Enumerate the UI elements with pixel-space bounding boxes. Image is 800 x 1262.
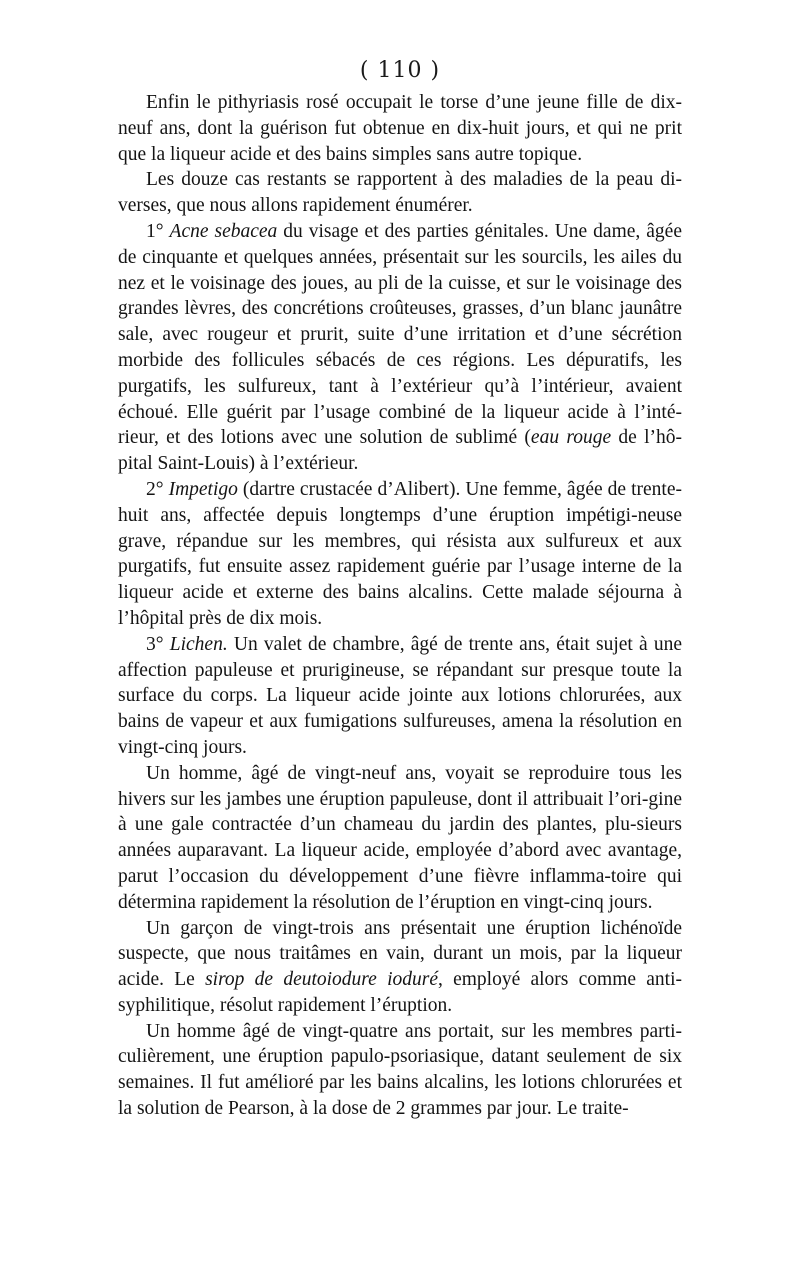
text-run: Un garçon de vingt-trois ans présentait une éruption lichénoïde suspecte, que nous traitâmes en vain, durant un mois, par la liqueur acide. Le: [118, 917, 682, 991]
text-run: Un valet de chambre, âgé de trente ans, était sujet à une affection papuleuse et prurigineuse, se répandant sur presque toute la surface du corps. La liqueur acide jointe aux lotions chlorurées, aux bains de vapeur et aux fumigations sulfureuses, amena la résolution en vingt-cinq jours.: [118, 633, 682, 758]
italic-term: eau rouge: [530, 427, 612, 449]
text-run: du visage et des parties génitales. Une dame, âgée de cinquante et quelques années, présentait sur les sourcils, les ailes du nez et le voisinage des joues, au pli de la cuisse, et sur le voisinage des grandes lèvres, des concrétions croûteuses, grasses, d’un blanc jaunâtre sale, avec rougeur et prurit, suite d’une irritation et d’une sécrétion morbide des follicules sébacés de ces régions. Les dépuratifs, les purgatifs, les sulfureux, tant à l’extérieur qu’à l’intérieur, avaient échoué. Elle guérit par l’usage combiné de la liqueur acide à l’inté-rieur, et des lotions avec une solution de sublimé (: [118, 220, 682, 449]
paragraph: [118, 1019, 682, 1122]
text-run: 1°: [146, 220, 170, 242]
text-run: 2°: [146, 478, 169, 500]
text-run: Un homme, âgé de vingt-neuf ans, voyait se reproduire tous les hivers sur les jambes une éruption papuleuse, dont il attribuait l’ori-gine à une gale contractée d’un chameau du jardin des plantes, plu-sieurs années auparavant. La liqueur acide, employée d’abord avec avantage, parut l’occasion du développement d’une fièvre inflamma-toire qui détermina rapidement la résolution de l’éruption en vingt-cinq jours.: [118, 762, 682, 913]
body-text: [118, 90, 682, 1122]
text-run: Un homme âgé de vingt-quatre ans portait, sur les membres parti-culièrement, une éruption papulo-psoriasique, datant seulement de six semaines. Il fut amélioré par les bains alcalins, les lotions chlorurées et la solution de Pearson, à la dose de 2 grammes par jour. Le traite-: [118, 1020, 682, 1120]
paragraph: [118, 219, 682, 477]
paragraph: [118, 761, 682, 916]
text-run: Enfin le pithyriasis rosé occupait le torse d’une jeune fille de dix-neuf ans, dont la guérison fut obtenue en dix-huit jours, et qui ne prit que la liqueur acide et des bains simples sans autre topique.: [118, 92, 682, 165]
italic-term: sirop de deutoiodure ioduré: [205, 969, 438, 991]
paragraph: [118, 632, 682, 761]
paragraph: [118, 90, 682, 167]
page-number: ( 110 ): [359, 58, 441, 83]
text-run: 3°: [146, 633, 170, 655]
text-run: , employé alors comme anti-syphilitique, résolut rapidement l’éruption.: [118, 969, 682, 1016]
italic-term: Acne sebacea: [169, 220, 278, 242]
text-run: de l’hô-pital Saint-Louis) à l’extérieur.: [118, 427, 682, 475]
italic-term: Lichen.: [169, 633, 228, 655]
paragraph: [118, 167, 682, 219]
text-run: Les douze cas restants se rapportent à des maladies de la peau di-verses, que nous allons rapidement énumérer.: [118, 169, 682, 217]
italic-term: Impetigo: [168, 478, 238, 500]
text-run: (dartre crustacée d’Alibert). Une femme, âgée de trente-huit ans, affectée depuis longtemps d’une éruption impétigi-neuse grave, répandue sur les membres, qui résista aux sulfureux et aux purgatifs, fut ensuite assez rapidement guérie par l’usage interne de la liqueur acide et externe des bains alcalins. Cette malade séjourna à l’hôpital près de dix mois.: [118, 478, 682, 629]
paragraph: [118, 916, 682, 1019]
paragraph: [118, 477, 682, 632]
